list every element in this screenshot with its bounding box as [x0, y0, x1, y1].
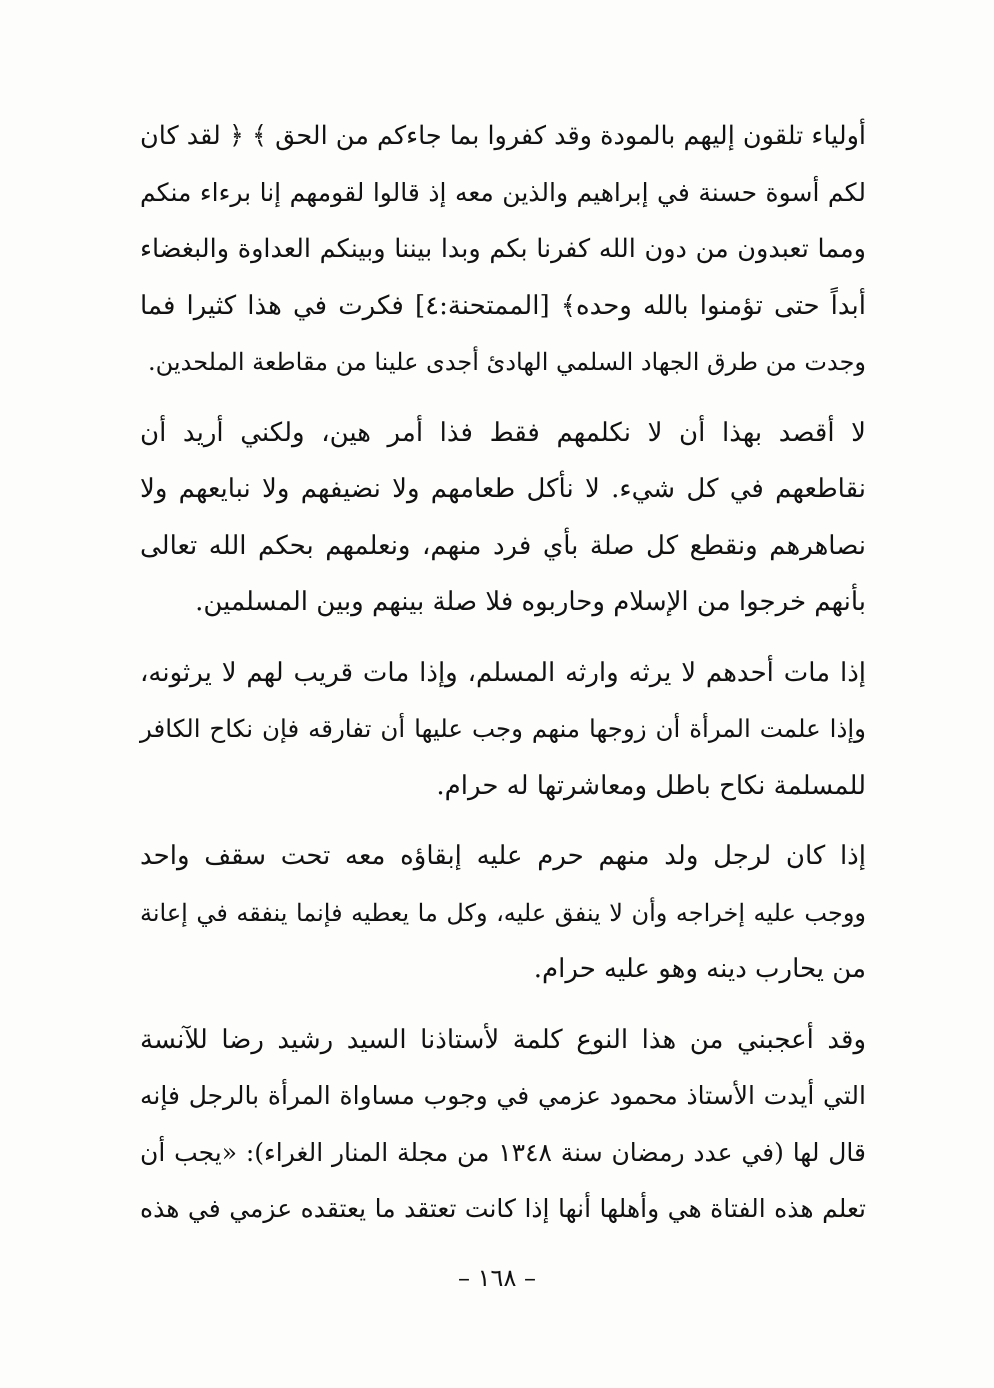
paragraph-2	[140, 405, 866, 631]
text-line: للمسلمة نكاح باطل ومعاشرتها له حرام.	[436, 770, 866, 801]
paragraph-1	[140, 108, 866, 391]
text-line: أبداً حتى تؤمنوا بالله وحده﴾ [الممتحنة:٤] فكرت في هذا كثيرا فما	[140, 290, 866, 321]
paragraph-5	[140, 1012, 866, 1238]
text-line: لكم أسوة حسنة في إبراهيم والذين معه إذ قالوا لقومهم إنا برءاء منكم	[140, 177, 866, 207]
text-line: وجدت من طرق الجهاد السلمي الهادئ أجدى علينا من مقاطعة الملحدين.	[148, 348, 866, 376]
text-line: نصاهرهم ونقطع كل صلة بأي فرد منهم، ونعلمهم بحكم الله تعالى	[140, 530, 866, 561]
text-line: ومما تعبدون من دون الله كفرنا بكم وبدا بيننا وبينكم العداوة والبغضاء	[140, 234, 866, 264]
text-line: وإذا علمت المرأة أن زوجها منهم وجب عليها أن تفارقه فإن نكاح الكافر	[140, 714, 866, 743]
text-line: لا أقصد بهذا أن لا نكلمهم فقط فذا أمر هين، ولكني أريد أن	[140, 417, 866, 448]
page-number: – ١٦٨ –	[458, 1264, 536, 1292]
text-line: تعلم هذه الفتاة هي وأهلها أنها إذا كانت تعتقد ما يعتقده عزمي في هذه	[140, 1194, 866, 1223]
text-line: من يحارب دينه وهو عليه حرام.	[533, 954, 866, 984]
text-line: ووجب عليه إخراجه وأن لا ينفق عليه، وكل ما يعطيه فإنما ينفقه في إعانة	[140, 898, 866, 927]
text-line: إذا كان لرجل ولد منهم حرم عليه إبقاؤه معه تحت سقف واحد	[140, 841, 866, 871]
text-line: إذا مات أحدهم لا يرثه وارثه المسلم، وإذا مات قريب لهم لا يرثونه،	[140, 657, 866, 688]
text-line: التي أيدت الأستاذ محمود عزمي في وجوب مساواة المرأة بالرجل فإنه	[140, 1081, 866, 1110]
page-body	[140, 108, 866, 1252]
paragraph-3	[140, 645, 866, 815]
text-line: وقد أعجبني من هذا النوع كلمة لأستاذنا السيد رشيد رضا للآنسة	[140, 1024, 866, 1055]
text-line: بأنهم خرجوا من الإسلام وحاربوه فلا صلة بينهم وبين المسلمين.	[195, 587, 866, 617]
paragraph-4	[140, 828, 866, 998]
text-line: قال لها (في عدد رمضان سنة ١٣٤٨ من مجلة المنار الغراء): «يجب أن	[140, 1137, 866, 1167]
text-line: أولياء تلقون إليهم بالمودة وقد كفروا بما جاءكم من الحق ﴾ ﴿ لقد كان	[140, 121, 866, 151]
text-line: نقاطعهم في كل شيء. لا نأكل طعامهم ولا نضيفهم ولا نبايعهم ولا	[140, 474, 866, 504]
